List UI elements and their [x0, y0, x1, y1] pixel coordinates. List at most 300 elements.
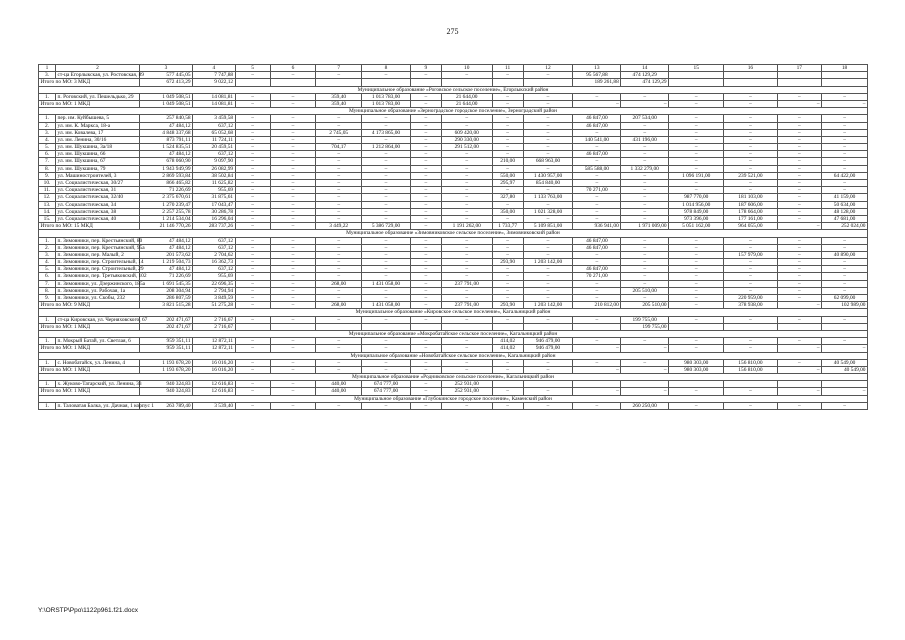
cell: –: [523, 251, 573, 258]
cell: –: [822, 129, 868, 136]
cell: –: [523, 129, 573, 136]
cell: [777, 381, 822, 388]
table-row: [39, 251, 868, 258]
cell: 959 351,11: [139, 345, 192, 352]
cell: –: [669, 280, 724, 287]
address-cell: п. Зимовники, пер. Крестьянский, 80: [57, 237, 143, 244]
section-row: [39, 374, 868, 381]
cell: –: [235, 180, 270, 187]
cell: 940 324,83: [139, 388, 192, 395]
cell: –: [573, 316, 621, 323]
total-label: Итого по МО: 15 МКД: [39, 223, 140, 230]
cell: –: [410, 208, 441, 215]
cell: –: [362, 136, 411, 143]
cell: –: [235, 144, 270, 151]
table-row: [39, 295, 868, 302]
cell: –: [822, 316, 868, 323]
cell: –: [441, 172, 492, 179]
cell: –: [621, 237, 669, 244]
cell: 3 449,22: [316, 223, 362, 230]
cell: –: [724, 158, 777, 165]
cell: 577 445,05: [139, 72, 192, 79]
cell: –: [777, 100, 822, 107]
cell: –: [492, 72, 523, 79]
cell: –: [270, 266, 316, 273]
address-cell: ул. им. Шукшина, 3а/18: [56, 144, 140, 151]
cell: –: [235, 295, 270, 302]
cell: –: [316, 122, 362, 129]
cell: 1 203 142,00: [523, 259, 573, 266]
cell: –: [235, 72, 270, 79]
cell: 22 696,35: [193, 280, 236, 287]
cell: –: [362, 122, 411, 129]
cell: –: [492, 100, 523, 107]
cell: –: [777, 295, 822, 302]
cell: 1 203 142,00: [523, 302, 573, 309]
table-row: [39, 129, 868, 136]
cell: –: [270, 366, 316, 373]
cell: 1 049 508,51: [139, 100, 192, 107]
cell: –: [822, 136, 868, 143]
cell: –: [362, 172, 411, 179]
cell: –: [523, 388, 573, 395]
address-cell: п. Зимовники, пер. Крестьянский, 95а: [57, 244, 145, 251]
table-row: [39, 136, 868, 143]
cell: 237 791,00: [441, 302, 492, 309]
cell: –: [316, 136, 362, 143]
row-number: 3.: [39, 72, 56, 79]
cell: –: [492, 366, 523, 373]
cell: –: [621, 122, 669, 129]
cell: –: [669, 302, 724, 309]
cell: –: [492, 129, 523, 136]
cell: –: [235, 201, 270, 208]
cell: 48 128,00: [822, 208, 868, 215]
table-row: [39, 151, 868, 158]
header-cell: 8: [362, 65, 411, 72]
cell: –: [441, 359, 492, 366]
table-row: [39, 72, 868, 79]
address-cell: ул. Социалистическая, 32/40: [56, 194, 140, 201]
cell: –: [410, 345, 441, 352]
cell: 12 872,11: [193, 345, 236, 352]
total-row: [39, 323, 868, 330]
cell: –: [362, 295, 411, 302]
row-number: 9.: [39, 172, 56, 179]
cell: –: [441, 115, 492, 122]
cell: [523, 79, 573, 86]
cell: –: [621, 388, 669, 395]
total-row: [39, 79, 868, 86]
row-number: 11.: [39, 187, 56, 194]
cell: –: [724, 273, 777, 280]
table-row: [39, 201, 868, 208]
total-row: [39, 223, 868, 230]
header-cell: 14: [621, 65, 669, 72]
cell: –: [270, 158, 316, 165]
table-row: [39, 316, 868, 323]
cell: –: [270, 259, 316, 266]
cell: [492, 79, 523, 86]
cell: –: [410, 158, 441, 165]
cell: 672 413,29: [139, 79, 192, 86]
cell: –: [235, 129, 270, 136]
cell: 637,12: [193, 237, 236, 244]
cell: –: [724, 259, 777, 266]
cell: –: [362, 158, 411, 165]
cell: 178 664,00: [724, 208, 777, 215]
row-number: 5.: [39, 266, 56, 273]
cell: –: [270, 295, 316, 302]
cell: 47 484,12: [139, 151, 192, 158]
cell: –: [235, 122, 270, 129]
cell: –: [621, 180, 669, 187]
cell: –: [669, 187, 724, 194]
cell: [316, 79, 362, 86]
row-number: 9.: [39, 295, 56, 302]
cell: –: [724, 122, 777, 129]
cell: [621, 381, 669, 388]
cell: 1 332 279,00: [621, 165, 669, 172]
cell: 268,00: [316, 302, 362, 309]
cell: –: [270, 302, 316, 309]
cell: [523, 323, 573, 330]
cell: [362, 79, 411, 86]
cell: 5 109 851,00: [523, 223, 573, 230]
cell: [235, 79, 270, 86]
cell: –: [270, 316, 316, 323]
cell: –: [235, 302, 270, 309]
cell: 46 847,00: [573, 237, 621, 244]
cell: –: [235, 115, 270, 122]
cell: –: [441, 259, 492, 266]
address-cell: п. Зимовники, пер. Строительный, 29: [57, 266, 144, 273]
cell: –: [410, 388, 441, 395]
cell: 3 459,58: [193, 115, 236, 122]
cell: –: [573, 194, 621, 201]
cell: –: [777, 122, 822, 129]
cell: 12 616,83: [193, 388, 236, 395]
cell: –: [573, 144, 621, 151]
cell: –: [362, 273, 411, 280]
cell: 1 524 835,51: [139, 144, 192, 151]
cell: [235, 323, 270, 330]
cell: –: [523, 93, 573, 100]
cell: –: [270, 136, 316, 143]
cell: –: [362, 287, 411, 294]
cell: 873 791,11: [139, 136, 192, 143]
cell: 268,00: [316, 280, 362, 287]
cell: –: [822, 165, 868, 172]
cell: –: [316, 295, 362, 302]
cell: –: [270, 402, 316, 409]
table-row: [39, 244, 868, 251]
cell: –: [777, 287, 822, 294]
cell: 12 872,11: [193, 338, 236, 345]
address-cell: ул. Социалистическая, 40: [56, 215, 140, 222]
cell: –: [621, 244, 669, 251]
cell: –: [410, 172, 441, 179]
cell: –: [523, 122, 573, 129]
total-row: [39, 100, 868, 107]
cell: –: [316, 316, 362, 323]
cell: 47 681,00: [822, 215, 868, 222]
cell: –: [669, 244, 724, 251]
cell: –: [316, 180, 362, 187]
cell: [492, 381, 523, 388]
cell: –: [724, 151, 777, 158]
cell: –: [316, 366, 362, 373]
cell: 674 777,00: [362, 381, 411, 388]
row-number: 1.: [39, 338, 56, 345]
cell: 11 724,11: [193, 136, 236, 143]
cell: –: [669, 345, 724, 352]
cell: 199 755,00: [621, 323, 669, 330]
cell: –: [523, 273, 573, 280]
cell: [724, 72, 777, 79]
cell: –: [573, 259, 621, 266]
cell: –: [410, 316, 441, 323]
page-number: 275: [446, 27, 459, 36]
cell: –: [523, 237, 573, 244]
cell: –: [492, 215, 523, 222]
section-row: [39, 330, 868, 337]
cell: –: [362, 244, 411, 251]
cell: –: [669, 180, 724, 187]
cell: 65 052,68: [193, 129, 236, 136]
cell: –: [441, 72, 492, 79]
cell: –: [523, 100, 573, 107]
cell: –: [724, 115, 777, 122]
cell: 47 484,12: [139, 244, 192, 251]
cell: 1 193 678,20: [139, 366, 192, 373]
section-row: [39, 309, 868, 316]
table-row: [39, 273, 868, 280]
cell: –: [523, 266, 573, 273]
cell: –: [573, 129, 621, 136]
cell: –: [235, 273, 270, 280]
table-row: [39, 93, 868, 100]
cell: –: [362, 237, 411, 244]
cell: –: [777, 144, 822, 151]
cell: 414,02: [492, 338, 523, 345]
cell: –: [270, 381, 316, 388]
cell: 964 055,00: [724, 223, 777, 230]
cell: –: [621, 201, 669, 208]
cell: 637,12: [193, 244, 236, 251]
table-row: [39, 187, 868, 194]
cell: –: [270, 223, 316, 230]
cell: 866 465,82: [139, 180, 192, 187]
cell: 440,00: [316, 388, 362, 395]
row-number: 1.: [39, 381, 56, 388]
address-cell: с. Новобатайск, ул. Ленина, 4: [56, 359, 140, 366]
total-row: [39, 366, 868, 373]
cell: –: [235, 345, 270, 352]
cell: –: [441, 273, 492, 280]
row-number: 1.: [39, 93, 56, 100]
cell: 973 396,00: [669, 215, 724, 222]
section-title: Муниципальное образование «Зимовниковское сельское поселение», Зимовниковский район: [39, 230, 868, 237]
cell: [270, 323, 316, 330]
cell: –: [724, 237, 777, 244]
cell: 181 103,00: [724, 194, 777, 201]
cell: –: [362, 208, 411, 215]
cell: –: [523, 136, 573, 143]
cell: –: [235, 165, 270, 172]
row-number: 8.: [39, 165, 56, 172]
row-number: 13.: [39, 201, 56, 208]
cell: –: [777, 129, 822, 136]
cell: –: [621, 345, 669, 352]
section-title: Муниципальное образование «Новобатайское сельское поселение», Кагальницкий район: [39, 352, 868, 359]
table-row: [39, 144, 868, 151]
cell: –: [235, 244, 270, 251]
cell: [441, 79, 492, 86]
cell: –: [441, 402, 492, 409]
table-row: [39, 215, 868, 222]
cell: –: [669, 259, 724, 266]
cell: –: [441, 295, 492, 302]
cell: –: [621, 100, 669, 107]
header-cell: 4: [193, 65, 236, 72]
cell: –: [270, 208, 316, 215]
table-row: [39, 338, 868, 345]
cell: –: [362, 72, 411, 79]
cell: 210,00: [492, 158, 523, 165]
cell: –: [362, 338, 411, 345]
cell: 1 021 328,00: [523, 208, 573, 215]
cell: –: [573, 100, 621, 107]
cell: –: [410, 194, 441, 201]
cell: –: [621, 295, 669, 302]
cell: [362, 323, 411, 330]
cell: –: [621, 359, 669, 366]
cell: –: [235, 215, 270, 222]
cell: –: [669, 144, 724, 151]
cell: –: [523, 215, 573, 222]
cell: –: [822, 180, 868, 187]
table-row: [39, 115, 868, 122]
cell: –: [523, 287, 573, 294]
cell: –: [235, 223, 270, 230]
address-cell: ул. им. К. Маркса, 18-а: [56, 122, 140, 129]
cell: –: [724, 287, 777, 294]
header-cell: 16: [724, 65, 777, 72]
cell: –: [362, 165, 411, 172]
table-row: [39, 266, 868, 273]
cell: 5 051 162,00: [669, 223, 724, 230]
cell: –: [410, 129, 441, 136]
table-row: [39, 208, 868, 215]
cell: 1 133 763,00: [523, 194, 573, 201]
cell: –: [777, 194, 822, 201]
cell: 26 082,99: [193, 165, 236, 172]
cell: 2 716,67: [193, 323, 236, 330]
cell: [822, 79, 868, 86]
cell: –: [724, 180, 777, 187]
cell: 2 716,67: [193, 316, 236, 323]
cell: –: [822, 388, 868, 395]
row-number: 2.: [39, 122, 56, 129]
cell: 62 099,00: [822, 295, 868, 302]
cell: –: [316, 151, 362, 158]
cell: 1 943 949,99: [139, 165, 192, 172]
cell: 1 971 009,00: [621, 223, 669, 230]
cell: 1 214 534,04: [139, 215, 192, 222]
total-label: Итого по МО: 3 МКД: [39, 79, 140, 86]
cell: 3 849,59: [193, 295, 236, 302]
cell: –: [270, 122, 316, 129]
address-cell: п. Зимовники, пер. Третьяковский, 102: [57, 273, 147, 280]
cell: –: [316, 208, 362, 215]
header-cell: 13: [573, 65, 621, 72]
cell: 959 351,11: [139, 338, 192, 345]
cell: –: [724, 244, 777, 251]
table-row: [39, 122, 868, 129]
cell: –: [573, 402, 621, 409]
cell: –: [410, 223, 441, 230]
row-number: 1.: [39, 237, 56, 244]
cell: –: [492, 280, 523, 287]
cell: 205 510,00: [621, 287, 669, 294]
cell: 30 286,78: [193, 208, 236, 215]
cell: 95 567,88: [573, 72, 621, 79]
cell: 2 257 255,78: [139, 208, 192, 215]
cell: –: [410, 266, 441, 273]
address-cell: ул. им. Ковалева, 17: [56, 129, 140, 136]
cell: –: [492, 402, 523, 409]
cell: –: [669, 295, 724, 302]
header-cell: 12: [523, 65, 573, 72]
cell: 378 938,00: [724, 302, 777, 309]
cell: –: [270, 280, 316, 287]
cell: 704,17: [316, 144, 362, 151]
cell: 40 549,00: [822, 359, 868, 366]
cell: –: [410, 338, 441, 345]
address-cell: ул. Социалистическая, 38: [56, 208, 140, 215]
cell: –: [441, 366, 492, 373]
table-row: [39, 172, 868, 179]
cell: –: [235, 266, 270, 273]
cell: –: [362, 187, 411, 194]
cell: –: [235, 287, 270, 294]
address-cell: ул. им. Шукшина, 66: [56, 151, 140, 158]
cell: 17 043,47: [193, 201, 236, 208]
cell: –: [410, 381, 441, 388]
cell: –: [235, 208, 270, 215]
cell: –: [523, 151, 573, 158]
cell: –: [270, 100, 316, 107]
cell: 2 794,94: [193, 287, 236, 294]
cell: –: [822, 345, 868, 352]
header-cell: 2: [56, 65, 140, 72]
cell: –: [410, 287, 441, 294]
section-title: Муниципальное образование «Глубокинское городское поселение», Каменский район: [39, 395, 868, 402]
cell: –: [235, 93, 270, 100]
cell: –: [410, 402, 441, 409]
cell: 668 963,00: [523, 158, 573, 165]
cell: –: [777, 223, 822, 230]
cell: –: [316, 187, 362, 194]
cell: –: [270, 165, 316, 172]
cell: –: [724, 338, 777, 345]
cell: –: [573, 158, 621, 165]
cell: –: [777, 208, 822, 215]
cell: –: [822, 237, 868, 244]
cell: –: [777, 266, 822, 273]
total-label: Итого по МО: 1 МКД: [39, 366, 140, 373]
